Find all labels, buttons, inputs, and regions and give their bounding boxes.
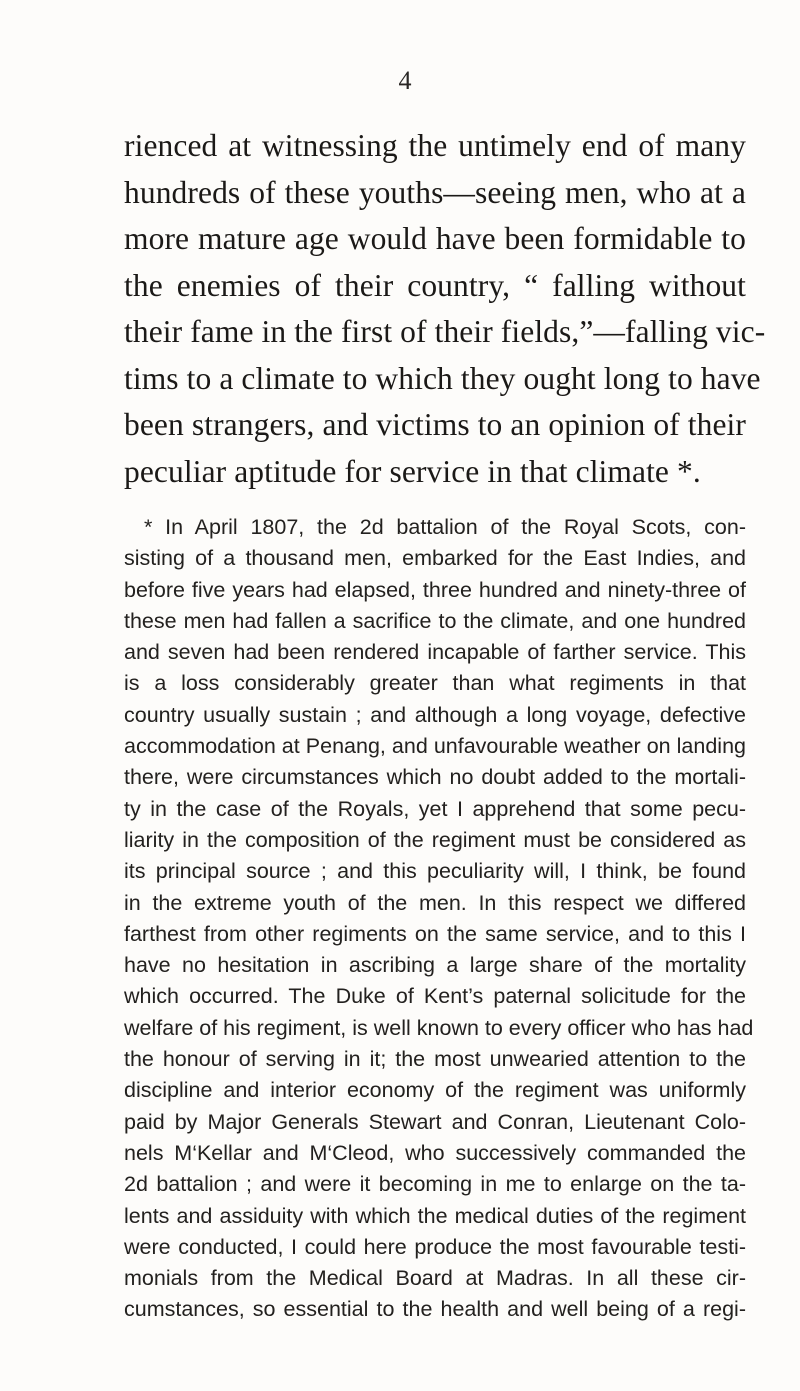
body-line: their fame in the first of their fields,”—falling vic- [124,314,766,349]
page-number: 4 [398,66,412,95]
body-line: tims to a climate to which they ought long to have [124,360,761,396]
footnote-line: the honour of serving in it; the most unwearied attention to the [124,1047,746,1072]
footnote-line: is a loss considerably greater than what regiments in that [124,671,746,696]
footnote-line: discipline and interior economy of the regiment was uniformly [124,1078,746,1103]
footnote-line: before five years had elapsed, three hundred and ninety-three of [124,577,746,602]
footnote-line: its principal source ; and this peculiarity will, I think, be found [124,859,746,884]
body-line: hundreds of these youths—seeing men, who at a [124,174,746,210]
footnote-line: farthest from other regiments on the same service, and to this I [124,921,746,946]
footnote-line: cumstances, so essential to the health and well being of a regi- [124,1297,746,1322]
footnote-line: lents and assiduity with which the medical duties of the regiment [124,1203,746,1228]
footnote-line: country usually sustain ; and although a long voyage, defective [124,702,746,727]
footnote-line: which occurred. The Duke of Kent’s paternal solicitude for the [124,984,746,1009]
footnote-line: sisting of a thousand men, embarked for the East Indies, and [124,546,746,571]
footnote-line: have no hesitation in ascribing a large share of the mortality [124,953,746,978]
footnote-line: and seven had been rendered incapable of farther service. This [124,640,746,665]
body-line: been strangers, and victims to an opinion of their [124,407,746,442]
footnote-line: welfare of his regiment, is well known to every officer who has had [124,1015,754,1040]
footnote-line: these men had fallen a sacrifice to the climate, and one hundred [124,608,746,633]
footnote-line: nels M‘Kellar and M‘Cleod, who successively commanded the [124,1140,746,1165]
footnote-line: liarity in the composition of the regiment must be considered as [124,827,746,852]
main-paragraph [124,123,766,495]
footnote-line: paid by Major Generals Stewart and Conran, Lieutenant Colo- [124,1109,746,1134]
body-line: rienced at witnessing the untimely end of many [124,128,746,163]
body-line: more mature age would have been formidable to [124,221,746,256]
body-line: peculiar aptitude for service in that climate *. [124,453,701,489]
footnote-line: in the extreme youth of the men. In this respect we differed [124,890,746,915]
footnote-line: monials from the Medical Board at Madras. In all these cir- [124,1266,746,1291]
footnote-line: were conducted, I could here produce the most favourable testi- [124,1234,746,1259]
footnote-line: accommodation at Penang, and unfavourable weather on landing [124,734,746,759]
body-line: the enemies of their country, “ falling without [124,267,746,303]
footnote-line: ty in the case of the Royals, yet I apprehend that some pecu- [124,796,746,821]
footnote-line: there, were circumstances which no doubt added to the mortali- [124,765,746,790]
footnote [124,512,754,1326]
footnote-line: * In April 1807, the 2d battalion of the Royal Scots, con- [144,515,746,539]
footnote-line: 2d battalion ; and were it becoming in me to enlarge on the ta- [124,1172,746,1197]
